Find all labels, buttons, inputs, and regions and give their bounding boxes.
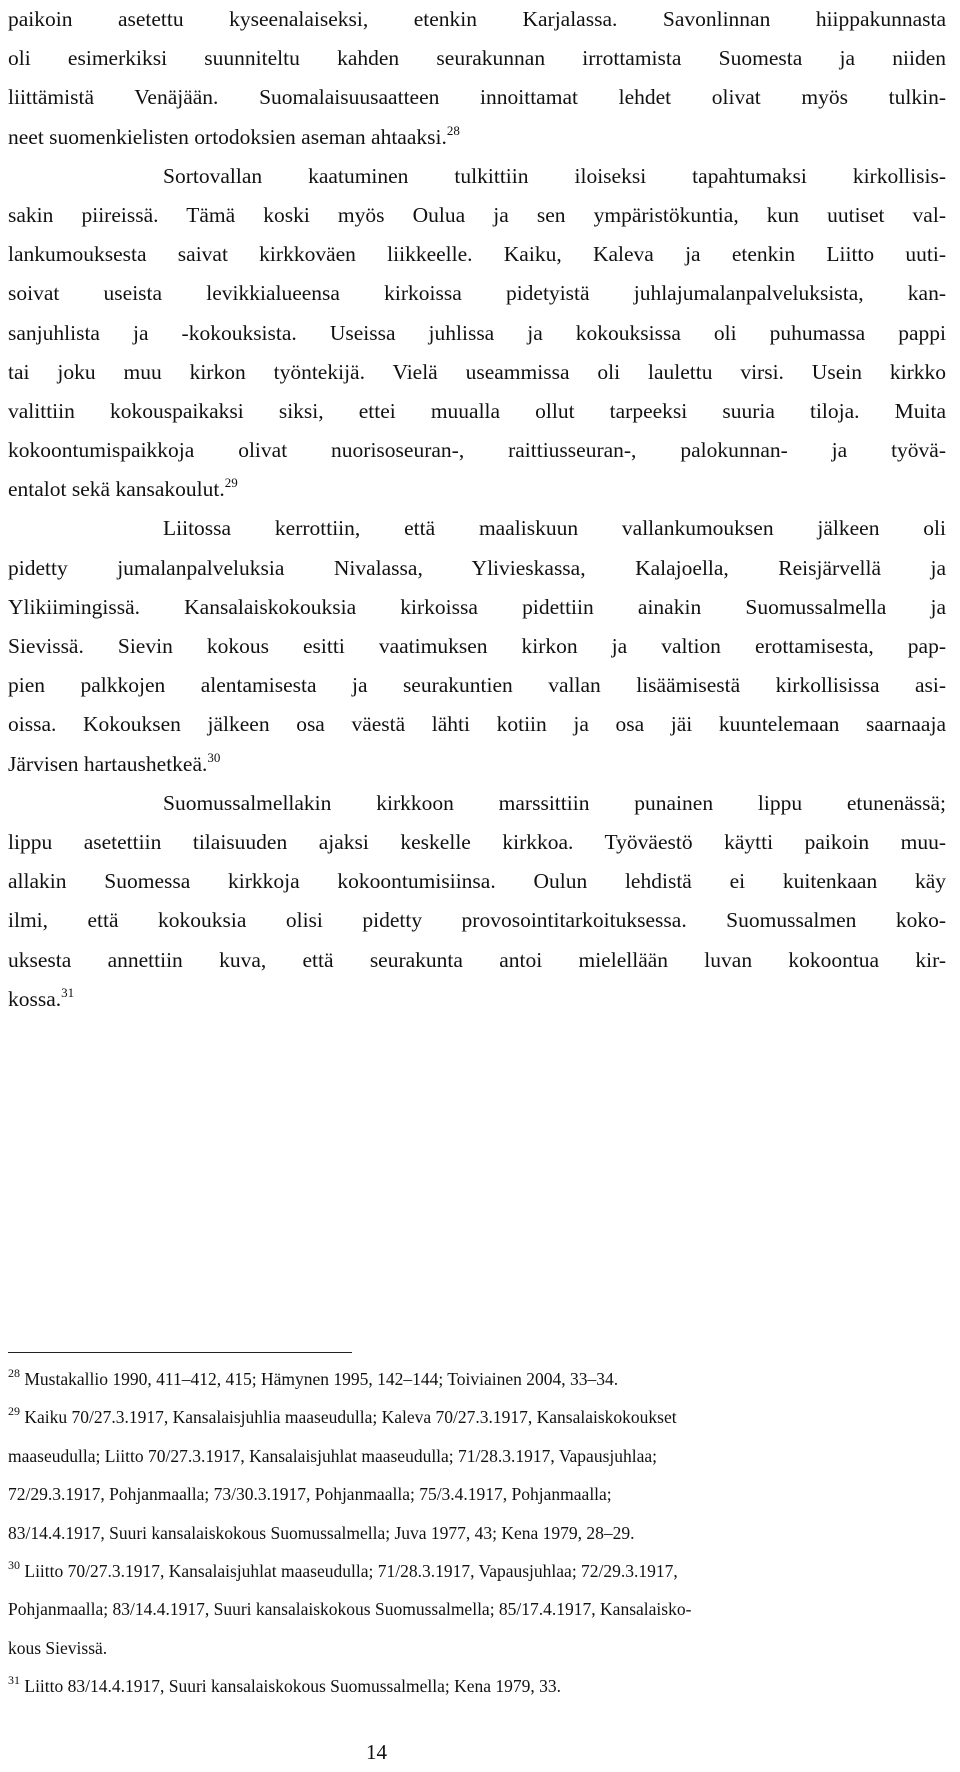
footnote-text: Liitto 70/27.3.1917, Kansalaisjuhlat maaseudulla; 71/28.3.1917, Vapausjuhlaa; 72/29.3.1917,	[24, 1560, 678, 1581]
text-line	[8, 745, 946, 784]
footnote-separator	[8, 1352, 352, 1353]
text-fragment: neet suomenkielisten ortodoksien aseman ahtaaksi.	[8, 124, 447, 149]
footnote-text-line: Pohjanmaalla; 83/14.4.1917, Suuri kansalaiskokous Suomussalmella; 85/17.4.1917, Kansalaisko-	[8, 1599, 692, 1620]
text-line: pien palkkojen alentamisesta ja seurakuntien vallan lisäämisestä kirkollisissa asi-	[8, 673, 946, 698]
text-line: kokoontumispaikkoja olivat nuorisoseuran-, raittiusseuran-, palokunnan- ja työvä-	[8, 438, 946, 463]
text-line: allakin Suomessa kirkkoja kokoontumisiinsa. Oulun lehdistä ei kuitenkaan käy	[8, 869, 946, 894]
paragraph-first-line: Liitossa kerrottiin, että maaliskuun vallankumouksen jälkeen oli	[163, 516, 946, 541]
text-line: tai joku muu kirkon työntekijä. Vielä useammissa oli laulettu virsi. Usein kirkko	[8, 359, 946, 384]
text-fragment: entalot sekä kansakoulut.	[8, 477, 225, 502]
footnote-ref[interactable]: 29	[224, 475, 238, 491]
footnote-28	[8, 1360, 946, 1398]
text-line: oli esimerkiksi suunniteltu kahden seurakunnan irrottamista Suomesta ja niiden	[8, 46, 946, 71]
text-line: Ylikiimingissä. Kansalaiskokouksia kirkoissa pidettiin ainakin Suomussalmella ja	[8, 594, 946, 619]
text-line: sakin piireissä. Tämä koski myös Oulua ja sen ympäristökuntia, kun uutiset val-	[8, 202, 946, 227]
footnote-text: Kaiku 70/27.3.1917, Kansalaisjuhlia maaseudulla; Kaleva 70/27.3.1917, Kansalaiskokoukset	[24, 1407, 677, 1428]
text-fragment: Järvisen hartaushetkeä.	[8, 751, 208, 776]
footnote-text-line: maaseudulla; Liitto 70/27.3.1917, Kansalaisjuhlat maaseudulla; 71/28.3.1917, Vapausjuhlaa;	[8, 1445, 658, 1466]
footnote-ref[interactable]: 30	[207, 749, 221, 765]
footnote-text: Liitto 83/14.4.1917, Suuri kansalaiskokous Suomussalmella; Kena 1979, 33.	[24, 1676, 562, 1697]
footnote-text-line: 72/29.3.1917, Pohjanmaalla; 73/30.3.1917, Pohjanmaalla; 75/3.4.1917, Pohjanmaalla;	[8, 1484, 612, 1505]
text-line: valittiin kokouspaikaksi siksi, ettei muualla ollut tarpeeksi suuria tiloja. Muita	[8, 398, 946, 423]
text-line: ilmi, että kokouksia olisi pidetty provosointitarkoituksessa. Suomussalmen koko-	[8, 908, 946, 933]
footnote-31	[8, 1667, 946, 1705]
page-number: 14	[366, 1740, 387, 1764]
footnote-29	[8, 1398, 946, 1436]
text-line: pidetty jumalanpalveluksia Nivalassa, Ylivieskassa, Kalajoella, Reisjärvellä ja	[8, 555, 946, 580]
footnote-mark: 30	[8, 1557, 20, 1572]
footnote-ref[interactable]: 28	[446, 122, 460, 138]
text-line: oissa. Kokouksen jälkeen osa väestä lähti kotiin ja osa jäi kuuntelemaan saarnaaja	[8, 712, 946, 737]
text-line	[8, 118, 946, 157]
text-line: uksesta annettiin kuva, että seurakunta antoi mielellään luvan kokoontua kir-	[8, 947, 946, 972]
footnote-text-line: 83/14.4.1917, Suuri kansalaiskokous Suomussalmella; Juva 1977, 43; Kena 1979, 28–29.	[8, 1522, 635, 1543]
footnote-mark: 29	[8, 1404, 20, 1419]
text-line: lippu asetettiin tilaisuuden ajaksi keskelle kirkkoa. Työväestö käytti paikoin muu-	[8, 829, 946, 854]
footnote-ref[interactable]: 31	[61, 984, 75, 1000]
body-text	[8, 0, 946, 1019]
footnote-mark: 28	[8, 1366, 20, 1380]
footnote-mark: 31	[8, 1673, 20, 1688]
text-line: liittämistä Venäjään. Suomalaisuusaatteen innoittamat lehdet olivat myös tulkin-	[8, 85, 946, 110]
text-line	[8, 980, 946, 1019]
footnote-text-line: kous Sievissä.	[8, 1637, 108, 1658]
text-line	[8, 470, 946, 509]
text-line: paikoin asetettu kyseenalaiseksi, etenkin Karjalassa. Savonlinnan hiippakunnasta	[8, 7, 946, 31]
text-line: Sievissä. Sievin kokous esitti vaatimuksen kirkon ja valtion erottamisesta, pap-	[8, 634, 946, 658]
footnote-30	[8, 1552, 946, 1590]
paragraph-first-line: Suomussalmellakin kirkkoon marssittiin punainen lippu etunenässä;	[163, 790, 946, 815]
text-line: soivat useista levikkialueensa kirkoissa pidetyistä juhlajumalanpalveluksista, kan-	[8, 281, 946, 306]
footnote-text: Mustakallio 1990, 411–412, 415; Hämynen 1995, 142–144; Toiviainen 2004, 33–34.	[24, 1369, 619, 1389]
paragraph-first-line: Sortovallan kaatuminen tulkittiin iloiseksi tapahtumaksi kirkollisis-	[163, 163, 946, 188]
text-line: sanjuhlista ja -kokouksista. Useissa juhlissa ja kokouksissa oli puhumassa pappi	[8, 320, 946, 345]
text-line: lankumouksesta saivat kirkkoväen liikkeelle. Kaiku, Kaleva ja etenkin Liitto uuti-	[8, 242, 946, 267]
footnotes	[8, 1360, 946, 1706]
text-fragment: kossa.	[8, 986, 62, 1011]
